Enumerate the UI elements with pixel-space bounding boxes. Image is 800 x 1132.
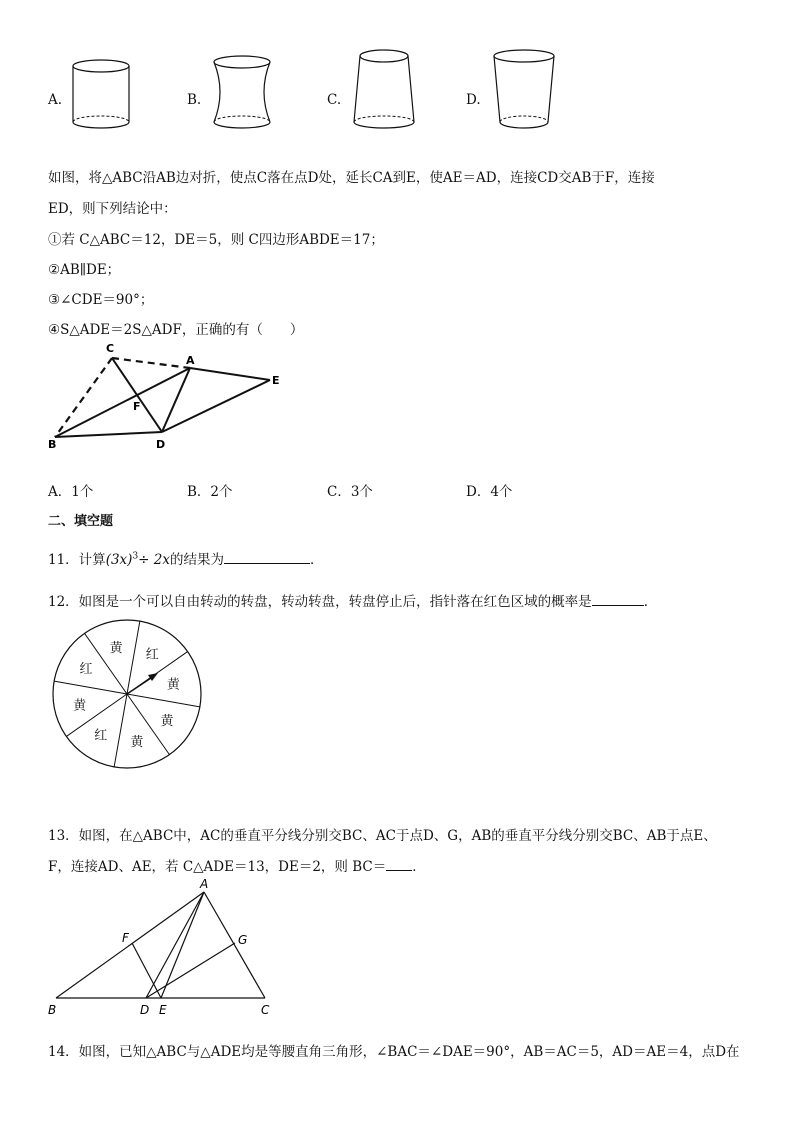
- q13-stem-line1: 13．如图，在△ABC中，AC的垂直平分线分别交BC、AC于点D、G，AB的垂直平分线分别交BC、AB于点E、: [48, 828, 717, 844]
- q12-stem: [48, 590, 657, 610]
- q10-label-d: D: [156, 438, 166, 451]
- q9-option-a-label: A.: [48, 92, 63, 108]
- q9-option-b-figure: [204, 52, 288, 136]
- q11-suffix: 的结果为: [169, 552, 224, 568]
- q10-statement-1: ①若 C△ABC＝12，DE＝5，则 C四边形ABDE＝17；: [48, 232, 384, 248]
- q10-statement-3: ③∠CDE＝90°；: [48, 292, 154, 308]
- spinner-sector-label: 红: [79, 662, 93, 678]
- q9-option-c-label: C.: [327, 92, 342, 108]
- q9-option-d-figure: [486, 44, 570, 136]
- q12-answer-blank[interactable]: [592, 593, 644, 606]
- q9-option-c-figure: [346, 44, 430, 136]
- spinner-sector-label: 红: [145, 647, 159, 663]
- spinner-sector-label: 红: [94, 728, 108, 744]
- q13-figure: [40, 876, 290, 1021]
- q14-stem-line1: 14．如图，已知△ABC与△ADE均是等腰直角三角形，∠BAC＝∠DAE＝90°，AB＝AC＝5，AD＝AE＝4，点D在: [48, 1044, 740, 1060]
- q10-label-b: B: [48, 438, 57, 451]
- q11-expr-exp: 3: [132, 551, 139, 562]
- q12-end: ．: [643, 594, 658, 610]
- spinner-sector-label: 黄: [160, 713, 174, 729]
- q10-label-f: F: [133, 400, 141, 413]
- q10-label-c: C: [106, 342, 115, 355]
- spinner-sector-label: 黄: [130, 734, 144, 750]
- q11-answer-blank[interactable]: [224, 551, 310, 564]
- q13-answer-blank[interactable]: [386, 858, 412, 871]
- spinner-sector-label: 黄: [109, 641, 123, 657]
- q10-option-a: A．1个: [48, 484, 94, 500]
- q9-option-d-label: D.: [466, 92, 481, 108]
- q13-label-b: B: [48, 1003, 57, 1017]
- q13-label-d: D: [140, 1003, 150, 1017]
- q10-stem-line2: ED，则下列结论中：: [48, 201, 177, 217]
- q10-stem-line1: 如图，将△ABC沿AB边对折，使点C落在点D处，延长CA到E，使AE＝AD，连接CD交AB于F，连接: [48, 170, 655, 186]
- q10-label-e: E: [272, 374, 280, 387]
- section-heading-fill-in: 二、填空题: [48, 514, 114, 529]
- q11-end: ．: [309, 552, 324, 568]
- q13-stem-line2: [48, 855, 426, 875]
- q10-statement-2: ②AB∥DE；: [48, 262, 121, 278]
- q12-spinner: [46, 616, 210, 774]
- q13-label-c: C: [261, 1003, 270, 1017]
- q12-text: 12．如图是一个可以自由转动的转盘，转动转盘，转盘停止后，指针落在红色区域的概率是: [48, 594, 592, 610]
- q9-option-b-label: B.: [187, 92, 202, 108]
- q10-option-c: C．3个: [327, 484, 373, 500]
- q13-label-f: F: [122, 931, 129, 945]
- spinner-sector-label: 黄: [73, 698, 87, 714]
- q10-option-d: D．4个: [466, 484, 513, 500]
- q11-expr-base: (3x): [105, 552, 133, 568]
- q10-figure: [40, 340, 300, 460]
- q11-prefix: 11．计算: [48, 552, 106, 568]
- q13-label-a: A: [200, 877, 209, 891]
- spinner-sector-label: 黄: [166, 677, 180, 693]
- q9-option-a-figure: [64, 56, 144, 136]
- q10-statement-4: ④S△ADE＝2S△ADF，正确的有（ ）: [48, 322, 304, 338]
- q13-end: ．: [412, 859, 426, 875]
- q13-label-e: E: [159, 1003, 167, 1017]
- q13-label-g: G: [238, 933, 248, 947]
- q10-label-a: A: [186, 354, 195, 367]
- q10-option-b: B．2个: [187, 484, 233, 500]
- q11-expr-rest: ÷ 2x: [138, 552, 170, 568]
- q11-stem: [48, 548, 323, 568]
- q13-stem-line2-text: F，连接AD、AE，若 C△ADE＝13，DE＝2，则 BC＝: [48, 859, 387, 875]
